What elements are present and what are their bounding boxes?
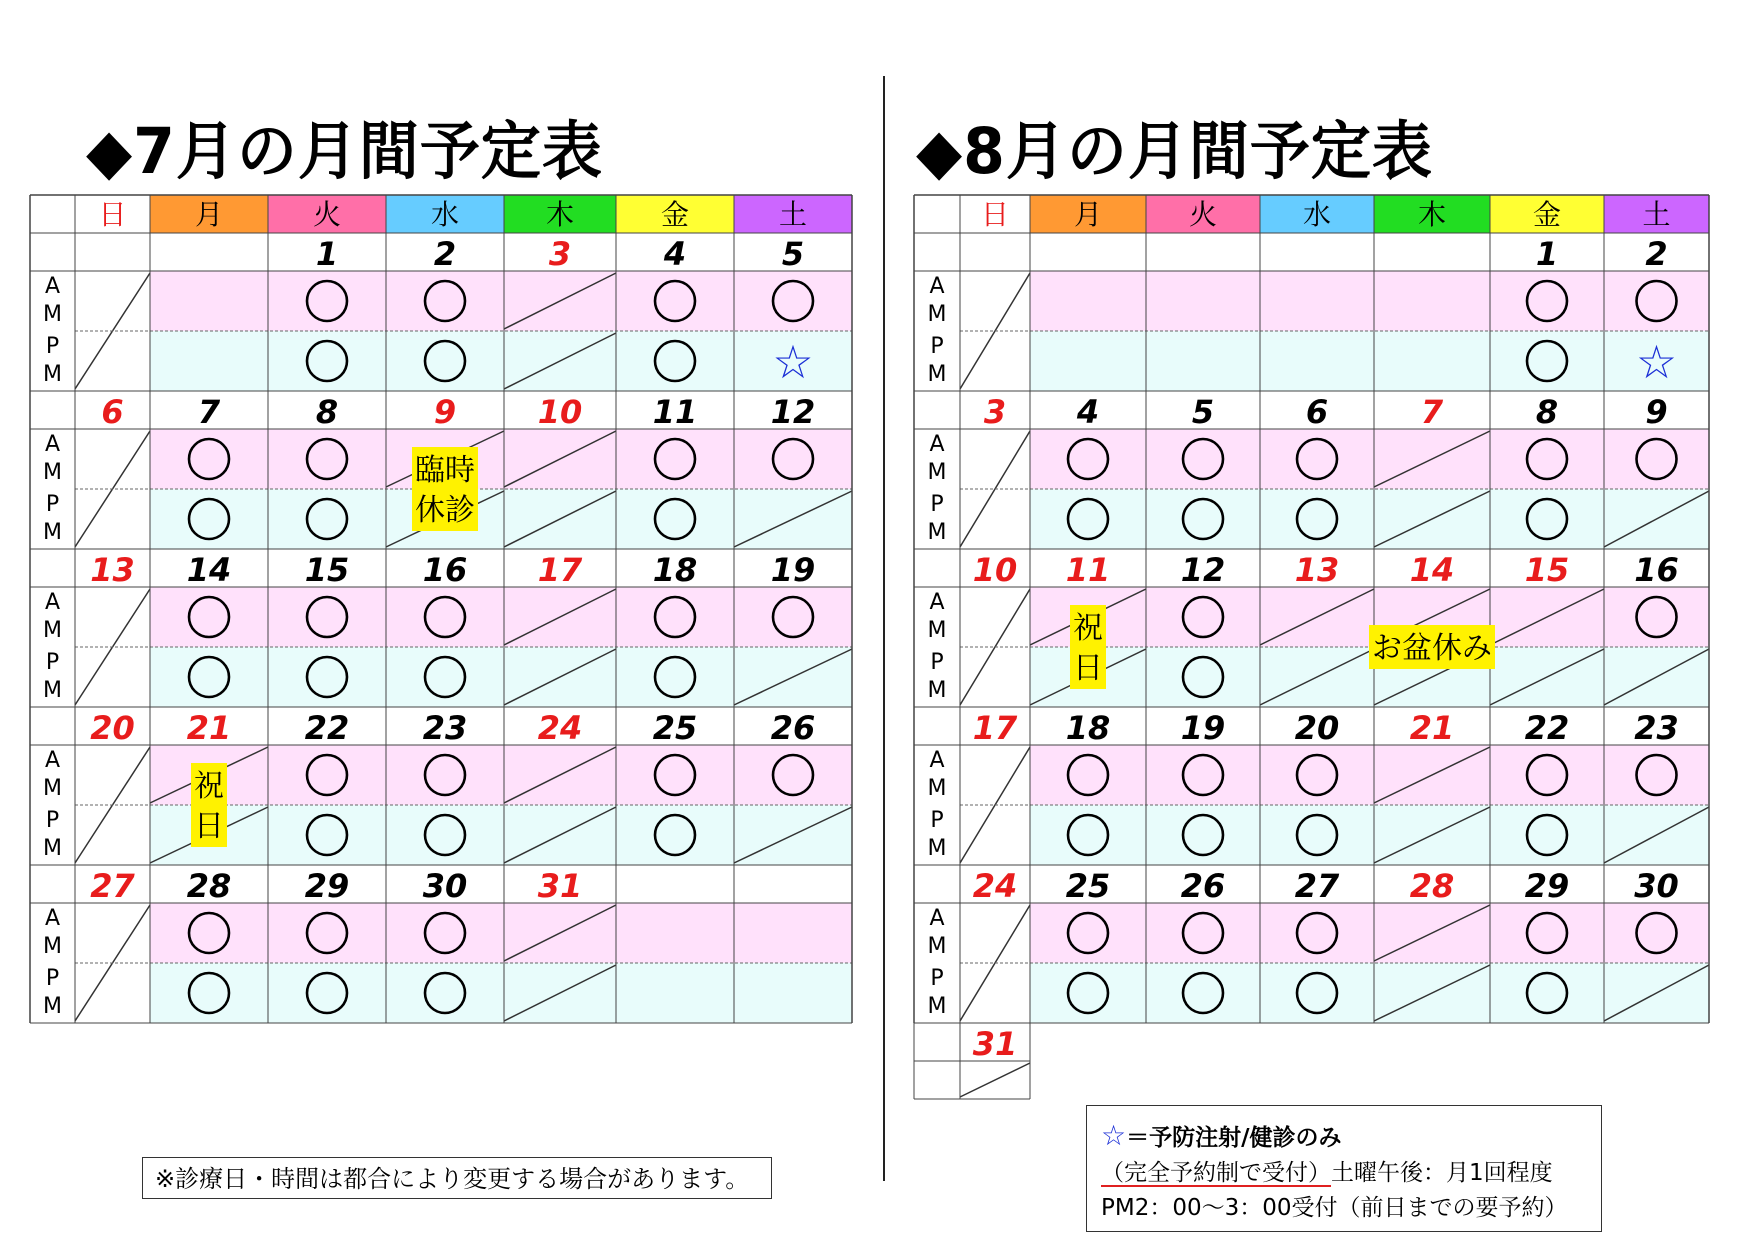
- day-number: 7: [1420, 393, 1444, 431]
- weekday-label: 日: [980, 198, 1010, 231]
- star-icon: ☆: [1635, 335, 1678, 389]
- am-label-top: A: [44, 748, 61, 773]
- day-number: 3: [548, 235, 572, 273]
- pm-label-top: P: [930, 492, 944, 517]
- weekday-label: 水: [430, 198, 460, 231]
- day-number: 17: [972, 709, 1018, 747]
- day-number: 22: [1524, 709, 1570, 747]
- am-label-bottom: M: [927, 302, 947, 327]
- am-label-bottom: M: [43, 934, 62, 959]
- day-number: 7: [197, 393, 221, 431]
- day-number: 21: [1409, 709, 1455, 747]
- day-number: 3: [983, 393, 1007, 431]
- day-number: 8: [1535, 393, 1559, 431]
- am-label-bottom: M: [43, 776, 62, 801]
- day-number: 18: [652, 551, 698, 589]
- day-number: 13: [90, 551, 135, 589]
- day-number: 24: [972, 867, 1018, 905]
- closure-label: 祝: [1073, 611, 1103, 646]
- closure-label: 祝: [194, 769, 224, 804]
- day-number: 14: [1409, 551, 1455, 589]
- day-number: 27: [1294, 867, 1340, 905]
- closure-label: お盆休み: [1372, 631, 1492, 666]
- header-corner: [914, 195, 960, 233]
- day-number: 4: [1076, 393, 1100, 431]
- day-number: 28: [1409, 867, 1455, 905]
- am-label-bottom: M: [43, 618, 62, 643]
- day-number: 30: [1634, 867, 1679, 905]
- am-row-bg: [1030, 429, 1709, 489]
- day-number: 1: [1535, 235, 1559, 273]
- day-number: 12: [770, 393, 816, 431]
- day-number: 4: [663, 235, 687, 273]
- day-number: 11: [652, 393, 698, 431]
- weekday-label: 日: [98, 198, 127, 231]
- day-number: 22: [304, 709, 350, 747]
- day-number: 9: [433, 393, 457, 431]
- pm-label-bottom: M: [927, 362, 947, 387]
- pm-label-top: P: [930, 966, 944, 991]
- day-number: 17: [537, 551, 583, 589]
- day-number: 16: [422, 551, 468, 589]
- am-row-bg: [1030, 745, 1709, 805]
- day-number: 9: [1645, 393, 1668, 431]
- day-number: 26: [770, 709, 816, 747]
- day-number: 29: [304, 867, 350, 905]
- am-label-bottom: M: [43, 302, 62, 327]
- am-label-bottom: M: [927, 934, 947, 959]
- day-number: 31: [972, 1025, 1018, 1063]
- day-number: 14: [186, 551, 232, 589]
- day-number: 25: [652, 709, 698, 747]
- weekday-label: 月: [1073, 198, 1103, 231]
- day-number: 18: [1065, 709, 1111, 747]
- day-number: 1: [315, 235, 339, 273]
- day-number: 25: [1065, 867, 1111, 905]
- star-icon: ☆: [772, 335, 814, 389]
- day-number: 11: [1065, 551, 1111, 589]
- day-number: 28: [186, 867, 232, 905]
- weekday-label: 月: [194, 198, 224, 231]
- day-number: 20: [90, 709, 135, 747]
- august-title: ◆8月の月間予定表: [916, 115, 1433, 189]
- pm-label-bottom: M: [43, 994, 62, 1019]
- day-number: 19: [1180, 709, 1226, 747]
- pm-label-top: P: [45, 966, 60, 991]
- pm-row-bg: [1030, 805, 1709, 865]
- pm-label-top: P: [45, 334, 60, 359]
- pm-label-top: P: [45, 492, 60, 517]
- day-number: 2: [433, 235, 457, 273]
- day-number: 15: [304, 551, 350, 589]
- am-label-bottom: M: [927, 776, 947, 801]
- pm-label-bottom: M: [927, 994, 947, 1019]
- closure-label: 日: [194, 809, 224, 844]
- legend-line-1: ☆＝予防注射/健診のみ: [1101, 1119, 1342, 1152]
- closure-label: 休診: [415, 493, 475, 528]
- pm-label-bottom: M: [43, 520, 62, 545]
- am-label-bottom: M: [927, 618, 947, 643]
- pm-label-top: P: [45, 650, 60, 675]
- pm-label-top: P: [930, 650, 944, 675]
- am-label-top: A: [44, 906, 61, 931]
- day-number: 27: [90, 867, 135, 905]
- day-number: 19: [770, 551, 816, 589]
- day-number: 23: [1634, 709, 1679, 747]
- pm-label-bottom: M: [927, 520, 947, 545]
- pm-row-bg: [1030, 963, 1709, 1023]
- am-label-top: A: [929, 906, 945, 931]
- day-number: 15: [1524, 551, 1570, 589]
- weekday-label: 土: [1642, 198, 1671, 231]
- pm-label-top: P: [930, 334, 944, 359]
- day-number: 12: [1180, 551, 1226, 589]
- weekday-label: 火: [1188, 198, 1218, 231]
- legend-box: [1086, 1105, 1602, 1232]
- day-number: 23: [422, 709, 468, 747]
- change-notice: ※診療日・時間は都合により変更する場合があります。: [142, 1157, 772, 1199]
- day-number: 13: [1294, 551, 1340, 589]
- weekday-label: 金: [660, 198, 690, 231]
- weekday-label: 土: [778, 198, 808, 231]
- day-number: 24: [537, 709, 583, 747]
- day-number: 29: [1524, 867, 1570, 905]
- am-row-bg: [1030, 271, 1709, 331]
- weekday-label: 水: [1302, 198, 1332, 231]
- day-number: 31: [537, 867, 583, 905]
- am-label-top: A: [929, 748, 945, 773]
- legend-line-3: PM2：00〜3：00受付（前日までの要予約）: [1101, 1195, 1568, 1221]
- day-number: 2: [1645, 235, 1668, 273]
- weekday-label: 木: [1417, 198, 1447, 231]
- am-label-bottom: M: [927, 460, 947, 485]
- pm-label-bottom: M: [43, 836, 62, 861]
- pm-label-bottom: M: [927, 836, 947, 861]
- july-title: ◆7月の月間予定表: [86, 115, 603, 189]
- pm-label-bottom: M: [927, 678, 947, 703]
- am-label-top: A: [44, 274, 61, 299]
- day-number: 30: [422, 867, 468, 905]
- day-number: 10: [537, 393, 583, 431]
- day-number: 10: [972, 551, 1018, 589]
- am-row-bg: [1030, 903, 1709, 963]
- pm-label-bottom: M: [43, 362, 62, 387]
- pm-row-bg: [1030, 331, 1709, 391]
- weekday-label: 金: [1532, 198, 1562, 231]
- pm-row-bg: [1030, 489, 1709, 549]
- pm-label-bottom: M: [43, 678, 62, 703]
- closed-slash: [960, 1063, 1030, 1097]
- closure-label: 日: [1073, 651, 1103, 686]
- am-label-top: A: [44, 432, 61, 457]
- pm-label-top: P: [930, 808, 944, 833]
- day-number: 6: [101, 393, 124, 431]
- day-number: 8: [315, 393, 339, 431]
- pm-label-top: P: [45, 808, 60, 833]
- closure-label: 臨時: [415, 453, 475, 488]
- day-number: 20: [1294, 709, 1340, 747]
- day-number: 16: [1634, 551, 1679, 589]
- am-label-top: A: [929, 590, 945, 615]
- am-label-top: A: [929, 432, 945, 457]
- day-number: 5: [781, 235, 805, 273]
- am-label-top: A: [44, 590, 61, 615]
- am-label-top: A: [929, 274, 945, 299]
- weekday-label: 火: [312, 198, 342, 231]
- day-number: 21: [186, 709, 232, 747]
- day-number: 26: [1180, 867, 1226, 905]
- day-number: 5: [1191, 393, 1215, 431]
- day-number: 6: [1305, 393, 1329, 431]
- weekday-label: 木: [545, 198, 575, 231]
- am-label-bottom: M: [43, 460, 62, 485]
- legend-line-2: （完全予約制で受付）土曜午後：月1回程度: [1101, 1160, 1553, 1186]
- star-icon: ☆: [1101, 1119, 1127, 1152]
